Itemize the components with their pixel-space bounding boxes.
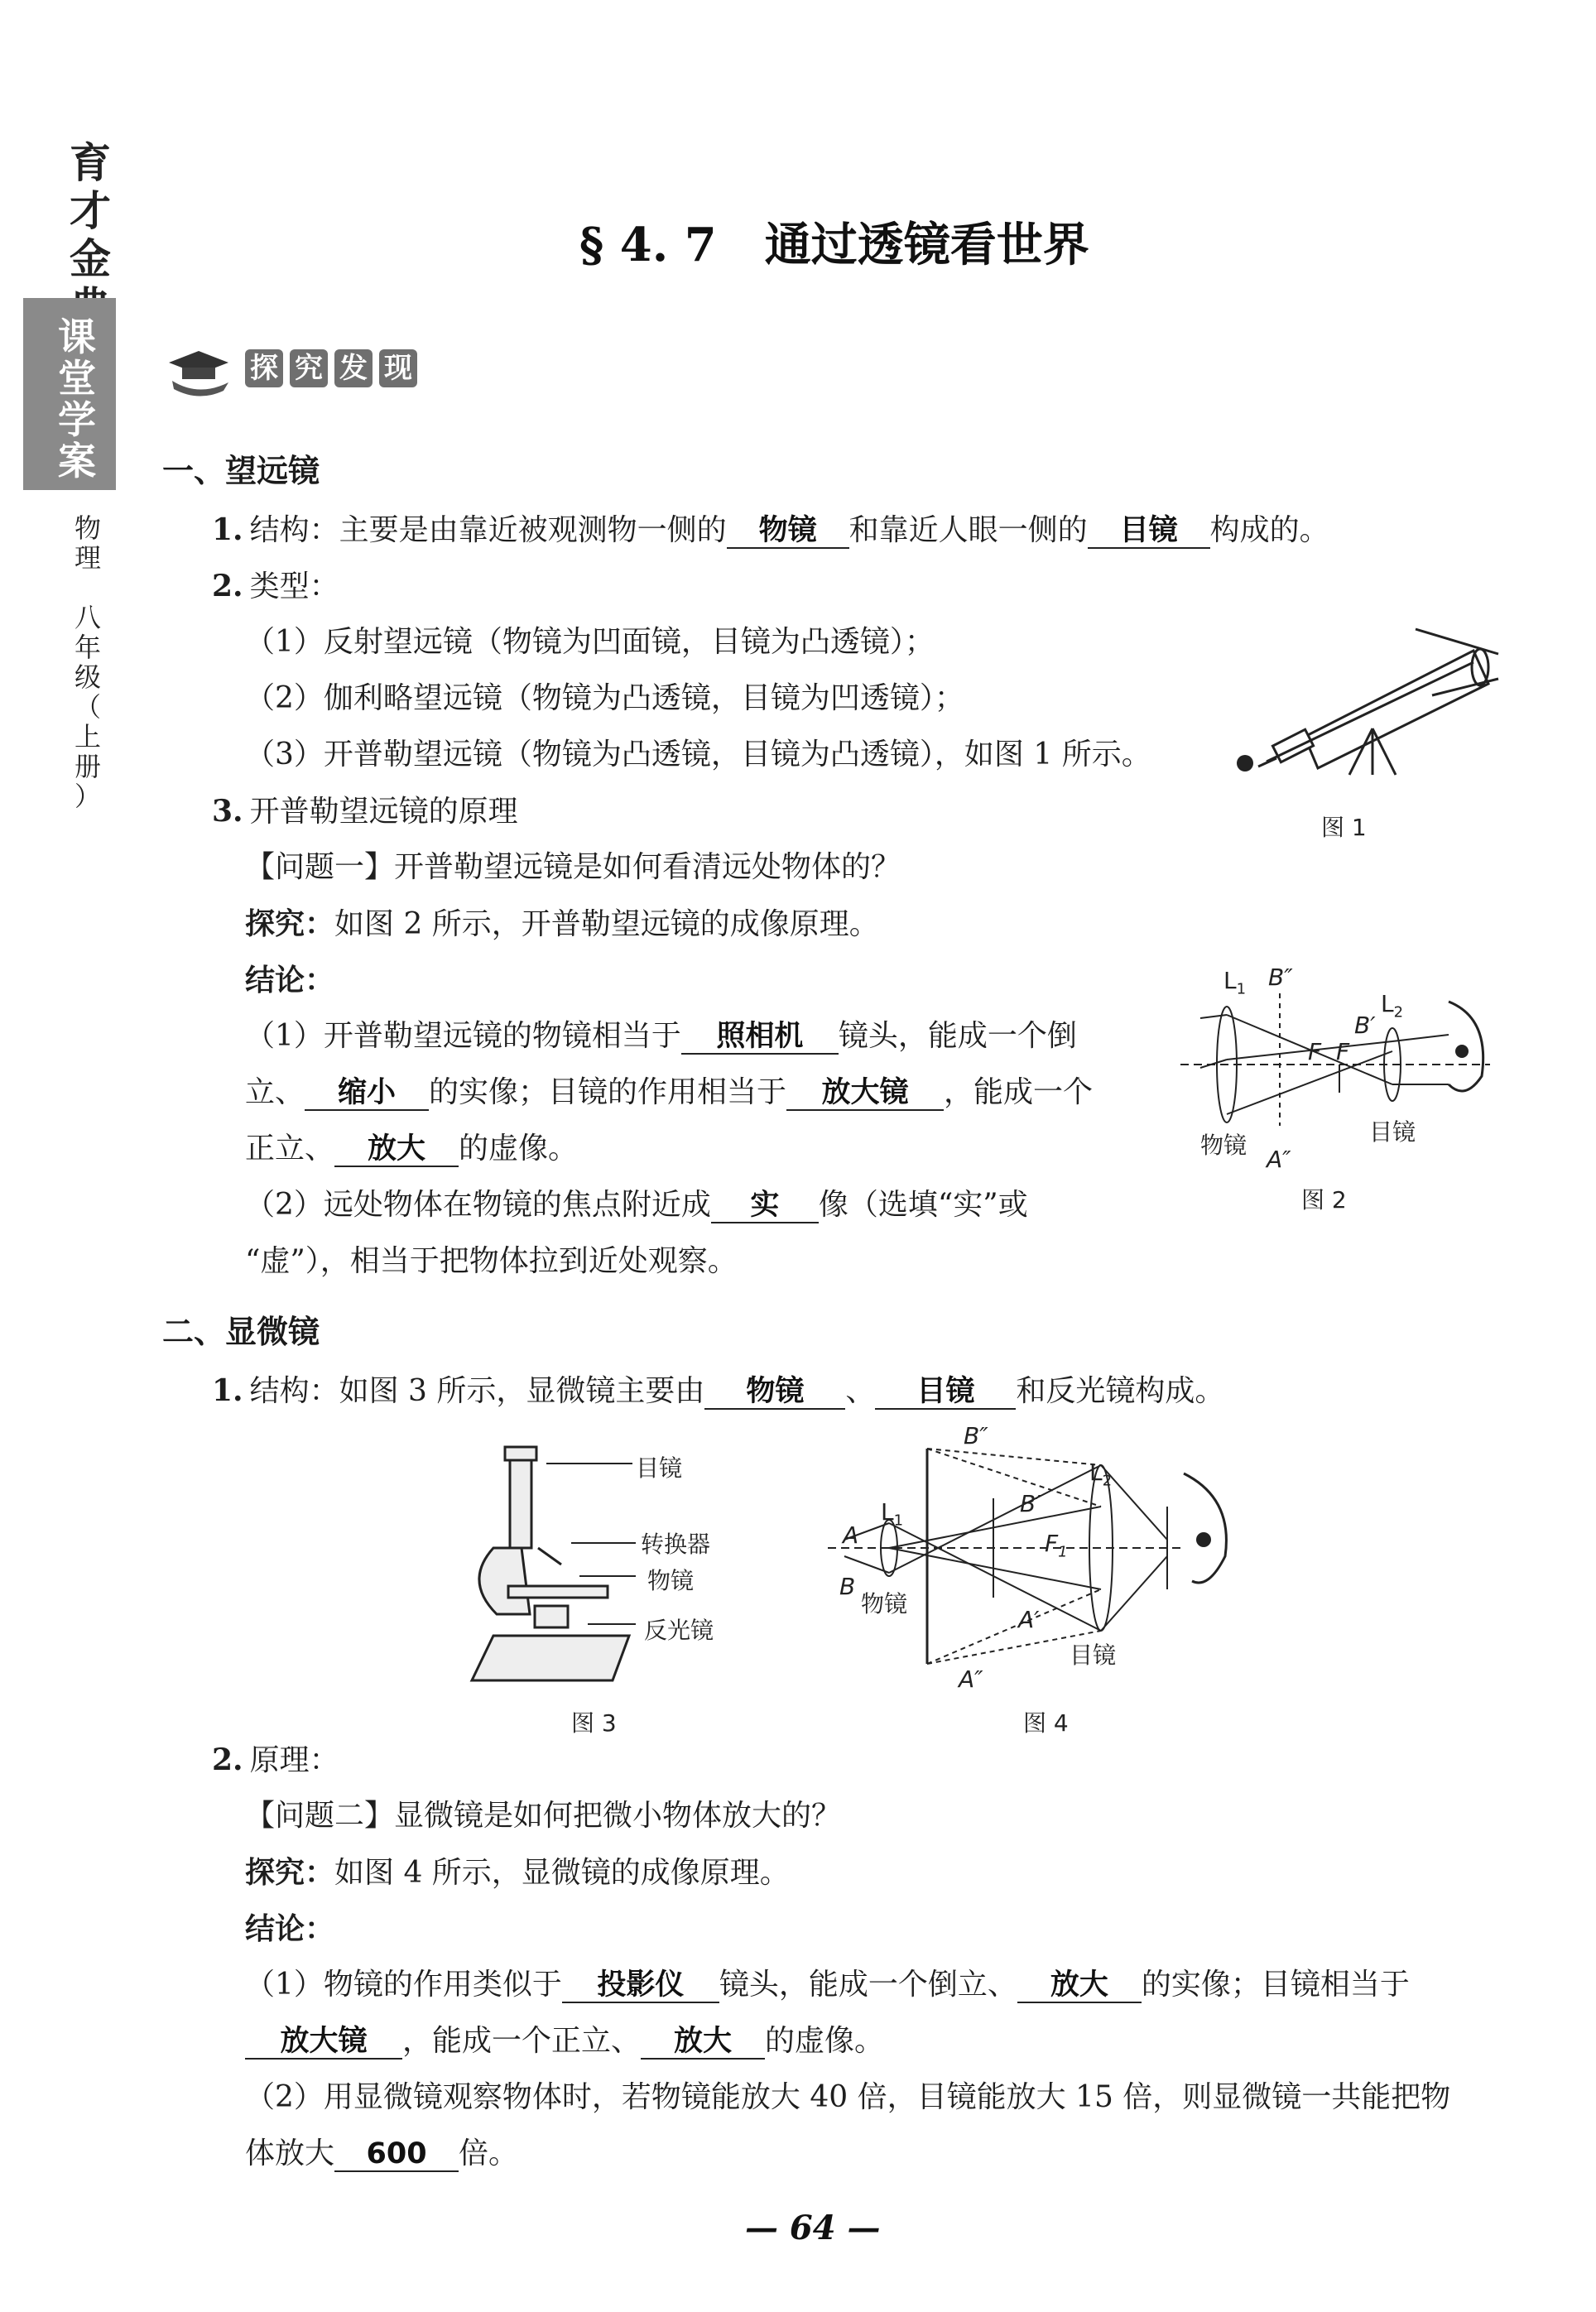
answer-blank: 照相机 [681,1020,839,1055]
explore-one: 探究：如图 2 所示，开普勒望远镜的成像原理。 [245,906,879,941]
answer-blank: 放大 [641,2025,765,2060]
microscope-heading: 二、显微镜 [162,1314,320,1350]
fig4-label-L2: $L_2$ [1089,1459,1113,1490]
answer-blank: 缩小 [305,1076,429,1111]
fig4-label-eyepiece: 目镜 [1070,1641,1117,1669]
figure4-microscope-diagram [820,1424,1250,1697]
fig4-label-F1: $F_1$ [1045,1530,1068,1561]
section-number: § 4. 7 [579,218,717,272]
answer-blank: 物镜 [704,1375,845,1410]
series-title: 育 才 金 [70,139,111,283]
conclusion-one-label: 结论： [245,963,335,997]
fig4-label-objective: 物镜 [861,1590,908,1617]
figure1-caption: 图 1 [1321,814,1367,841]
fig4-label-A: A [843,1521,859,1549]
conclusion-one-line3: 正立、 放大 的虚像。 [245,1132,579,1166]
answer-blank: 600 [334,2137,459,2172]
figure3-caption: 图 3 [571,1709,617,1737]
figure4-caption: 图 4 [1023,1709,1069,1737]
fig2-label-eyepiece: 目镜 [1369,1118,1416,1146]
type-galilean: （2）伽利略望远镜（物镜为凸透镜，目镜为凹透镜）； [245,681,964,715]
fig2-label-L2: $L_2$ [1381,990,1404,1021]
fig3-label-turret: 转换器 [641,1531,711,1558]
fig2-label-F1: F [1308,1038,1322,1065]
answer-blank: 目镜 [875,1375,1016,1410]
conclusion-two-line1: （2）远处物体在物镜的焦点附近成 实 像（选填“实”或 [245,1188,1028,1222]
answer-blank: 投影仪 [562,1968,719,2003]
figure3-leader-lines [546,1457,637,1639]
answer-blank: 目镜 [1088,514,1210,549]
conclusion-two-label: 结论： [245,1911,335,1946]
explore-badge: 探 究 发 现 [245,349,417,387]
answer-blank: 放大镜 [786,1076,944,1111]
fig3-label-mirror: 反光镜 [644,1617,714,1644]
answer-blank: 放大 [334,1132,459,1167]
answer-blank: 放大 [1017,1968,1142,2003]
figure2-caption: 图 2 [1301,1186,1347,1214]
telescope-heading: 一、望远镜 [162,453,320,489]
microscope-principle-label: 2. 原理： [212,1742,339,1777]
fig2-label-B1: B′ [1354,1012,1376,1039]
question-two: 【问题二】显微镜是如何把微小物体放大的？ [245,1799,842,1833]
lesson-title: 通过透镜看世界 [764,218,1089,272]
microscope-conclusion-line4: 体放大 600 倍。 [245,2137,519,2170]
microscope-conclusion-line1: （1）物镜的作用类似于 投影仪 镜头，能成一个倒立、 放大 的实像；目镜相当于 [245,1968,1410,2002]
answer-blank: 物镜 [727,514,849,549]
microscope-conclusion-line2: 放大镜 ，能成一个正立、 放大 的虚像。 [245,2023,884,2060]
fig4-label-B: B [839,1573,856,1600]
fig4-label-L1: $L_1$ [881,1498,904,1530]
fig3-label-objective: 物镜 [647,1567,695,1594]
fig2-label-A2: A″ [1267,1146,1291,1173]
fig4-label-A1: A′ [1018,1606,1040,1633]
conclusion-one-line1: （1）开普勒望远镜的物镜相当于 照相机 镜头，能成一个倒 [245,1019,1077,1053]
microscope-conclusion-line3: （2）用显微镜观察物体时，若物镜能放大 40 倍，目镜能放大 15 倍，则显微镜一共能把物 [245,2080,1451,2114]
fig4-label-B2: B″ [964,1422,988,1449]
fig2-label-F2: F [1336,1038,1350,1065]
page-number: — 64 — [745,2209,881,2247]
conclusion-two-line2: “虚”），相当于把物体拉到近处观察。 [245,1244,738,1278]
answer-blank: 放大镜 [245,2025,402,2060]
section-tab: 课 堂 学 案 [23,298,116,490]
page-title [579,209,1089,275]
graduation-cap-icon [166,348,232,397]
subject-grade-label: 物 理 八 年 级 （ 上 册 ） [74,512,101,812]
explore-two: 探究：如图 4 所示，显微镜的成像原理。 [245,1855,790,1890]
fig2-label-B2: B″ [1268,964,1293,991]
conclusion-one-line2: 立、 缩小 的实像；目镜的作用相当于 放大镜 ，能成一个 [245,1075,1094,1109]
fig2-label-L1: $L_1$ [1223,967,1247,998]
telescope-types-label: 2. 类型： [212,569,339,603]
fig3-label-eyepiece: 目镜 [636,1454,683,1482]
type-keplerian: （3）开普勒望远镜（物镜为凸透镜，目镜为凸透镜），如图 1 所示。 [245,738,1151,771]
answer-blank: 实 [711,1189,819,1223]
figure1-telescope [1225,613,1507,786]
microscope-structure-line: 1. 结构：如图 3 所示，显微镜主要由 物镜 、 目镜 和反光镜构成。 [212,1373,1225,1408]
kepler-principle-label: 3. 开普勒望远镜的原理 [212,794,518,829]
type-reflecting: （1）反射望远镜（物镜为凹面镜，目镜为凸透镜）； [245,625,935,659]
fig4-label-A2: A″ [959,1666,983,1693]
fig4-label-B1: B′ [1020,1490,1041,1517]
telescope-structure-line: 1. 结构：主要是由靠近被观测物一侧的 物镜 和靠近人眼一侧的 目镜 构成的。 [212,512,1329,547]
fig2-label-objective: 物镜 [1200,1132,1247,1159]
question-one: 【问题一】开普勒望远镜是如何看清远处物体的？ [245,850,901,884]
